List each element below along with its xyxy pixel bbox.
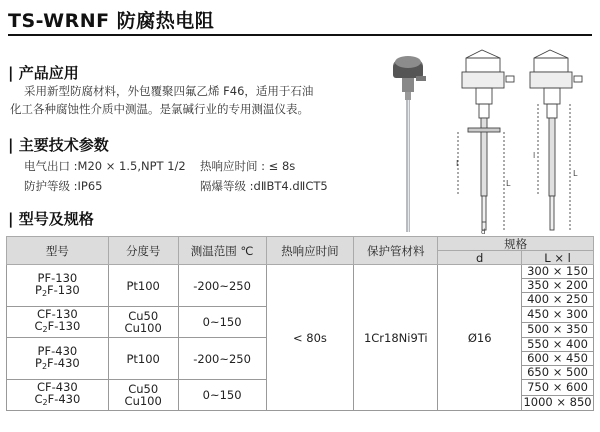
table-cell-length: 1000 × 850: [523, 395, 592, 410]
spec-protection-level: 防护等级 :IP65: [24, 179, 103, 193]
table-cell-range: 0~150: [178, 307, 266, 338]
product-drawing: [378, 46, 596, 236]
model-code: PF-430: [37, 343, 78, 358]
table-cell-index: Cu50 Cu100: [108, 380, 178, 411]
spec-explosion-level: 隔爆等级 :dⅡBT4.dⅡCT5: [200, 179, 328, 193]
table-cell-length: 450 × 300: [522, 307, 594, 323]
col-header-spec: 规格: [438, 237, 594, 251]
table-row-model: [7, 380, 109, 411]
spec-response-time: 热响应时间 : ≤ 8s: [200, 159, 296, 173]
diagram-label-d: d: [481, 228, 486, 236]
col-header-response-time: 热响应时间: [266, 237, 354, 265]
table-row-model: [7, 338, 109, 380]
application-text-line-1: 采用新型防腐材料，外包覆聚四氟乙烯 F46，适用于石油: [24, 84, 314, 98]
section-heading-application: | 产品应用: [8, 64, 79, 82]
table-cell-range: -200~250: [178, 338, 266, 380]
col-header-d: d: [438, 251, 522, 265]
model-code-alt: $P_2F-430$: [35, 355, 80, 371]
col-header-index: 分度号: [108, 237, 178, 265]
table-cell-length: 500 × 350: [522, 322, 594, 338]
diagram-label-l-2: l: [533, 151, 536, 160]
model-code-alt: $P_2F-130$: [35, 282, 80, 298]
col-header-range: 测温范围 ℃: [178, 237, 266, 265]
table-cell-range: -200~250: [178, 265, 266, 307]
table-cell-range: 0~150: [178, 380, 266, 411]
diagram-label-L: L: [506, 179, 511, 188]
page-title: TS-WRNF 防腐热电阻: [8, 10, 215, 32]
table-cell-length: 300 × 150: [522, 265, 594, 279]
spec-electrical-outlet: 电气出口 :M20 × 1.5,NPT 1/2: [24, 159, 186, 173]
diagram-label-l: l: [456, 159, 459, 168]
table-cell-tube-material: 1Cr18Ni9Ti: [354, 265, 438, 411]
application-text-line-2: 化工各种腐蚀性介质中测温。是氯碱行业的专用测温仪表。: [10, 102, 309, 116]
product-photo-icon: [393, 56, 426, 232]
table-row-model: [7, 307, 109, 338]
model-code: CF-130: [37, 307, 78, 321]
table-cell-length: 750 × 600: [522, 380, 594, 396]
col-header-model: 型号: [7, 237, 109, 265]
table-cell-d: Ø16: [438, 265, 522, 411]
col-header-tube-material: 保护管材料: [354, 237, 438, 265]
model-code: CF-430: [37, 380, 78, 394]
title-divider: [8, 34, 592, 36]
table-cell-length: 400 × 250: [522, 293, 594, 307]
model-code-alt: $C_2F-430$: [34, 392, 81, 407]
section-heading-models: | 型号及规格: [8, 210, 94, 228]
section-heading-tech: | 主要技术参数: [8, 136, 109, 154]
table-cell-length: 650 × 500: [522, 366, 594, 380]
table-cell-index: Pt100: [108, 338, 178, 380]
model-spec-table: [6, 236, 594, 411]
diagram-label-L-2: L: [573, 169, 578, 178]
model-code: PF-130: [37, 270, 78, 285]
table-cell-length: 550 × 400: [522, 338, 594, 352]
table-cell-response-time: < 80s: [266, 265, 354, 411]
dimension-drawing-b: [530, 50, 582, 230]
model-code-alt: $C_2F-130$: [34, 319, 81, 334]
col-header-lxl: L × l: [522, 251, 594, 265]
table-cell-index: Cu50 Cu100: [108, 307, 178, 338]
dimension-drawing-a: [458, 50, 514, 230]
table-row-model: [7, 265, 109, 307]
table-cell-index: Pt100: [108, 265, 178, 307]
table-cell-length: 350 × 200: [522, 279, 594, 293]
application-description: [10, 82, 313, 118]
table-cell-length: 600 × 450: [522, 352, 594, 366]
